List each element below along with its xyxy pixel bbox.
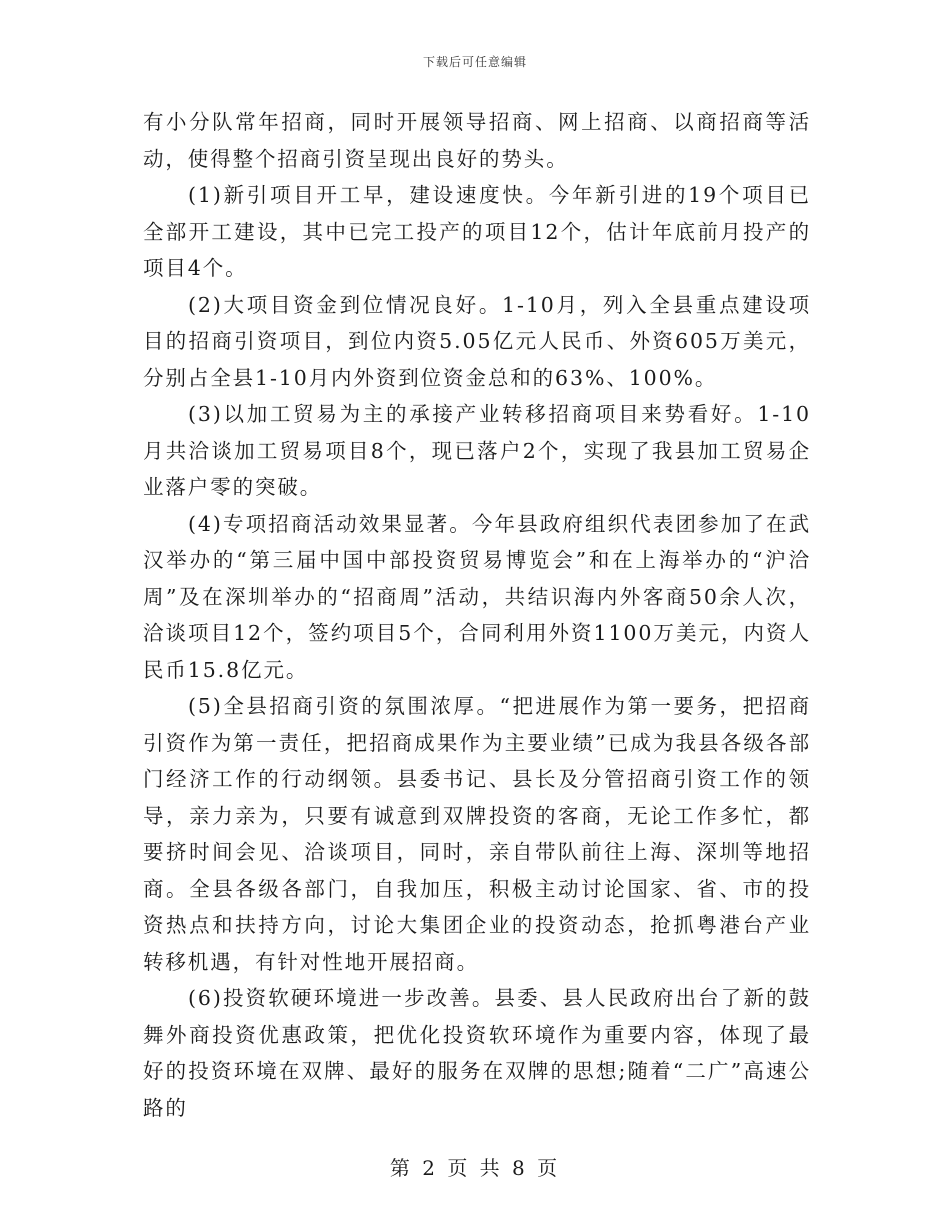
page-header-note: 下载后可任意编辑 [422, 55, 527, 69]
paragraph-continuation: 有小分队常年招商，同时开展领导招商、网上招商、以商招商等活动，使得整个招商引资呈现出良好的势头。 [143, 110, 811, 171]
paragraph-item-1: (1)新引项目开工早，建设速度快。今年新引进的19个项目已全部开工建设，其中已完工投产的项目12个，估计年底前月投产的项目4个。 [143, 183, 811, 280]
document-body [143, 104, 811, 1126]
paragraph-item-2: (2)大项目资金到位情况良好。1-10月，列入全县重点建设项目的招商引资项目，到位内资5.05亿元人民币、外资605万美元，分别占全县1-10月内外资到位资金总和的63%、100%。 [143, 292, 811, 390]
paragraph-item-4: (4)专项招商活动效果显著。今年县政府组织代表团参加了在武汉举办的“第三届中国中部投资贸易博览会”和在上海举办的“沪洽周”及在深圳举办的“招商周”活动，共结识海内外客商50余人次，洽谈项目12个，签约项目5个，合同利用外资1100万美元，内资人民币15.8亿元。 [143, 511, 811, 682]
paragraph-item-5: (5)全县招商引资的氛围浓厚。“把进展作为第一要务，把招商引资作为第一责任，把招商成果作为主要业绩”已成为我县各级各部门经济工作的行动纲领。县委书记、县长及分管招商引资工作的领导，亲力亲为，只要有诚意到双牌投资的客商，无论工作多忙，都要挤时间会见、洽谈项目，同时，亲自带队前往上海、深圳等地招商。全县各级各部门，自我加压，积极主动讨论国家、省、市的投资热点和扶持方向，讨论大集团企业的投资动态，抢抓粤港台产业转移机遇，有针对性地开展招商。 [143, 694, 811, 974]
page-number-footer: 第 2 页 共 8 页 [389, 1156, 561, 1180]
paragraph-item-3: (3)以加工贸易为主的承接产业转移招商项目来势看好。1-10月共洽谈加工贸易项目8个，现已落户2个，实现了我县加工贸易企业落户零的突破。 [143, 402, 811, 499]
paragraph-item-6: (6)投资软硬环境进一步改善。县委、县人民政府出台了新的鼓舞外商投资优惠政策，把优化投资软环境作为重要内容，体现了最好的投资环境在双牌、最好的服务在双牌的思想;随着“二广”高速公路的 [143, 986, 811, 1120]
